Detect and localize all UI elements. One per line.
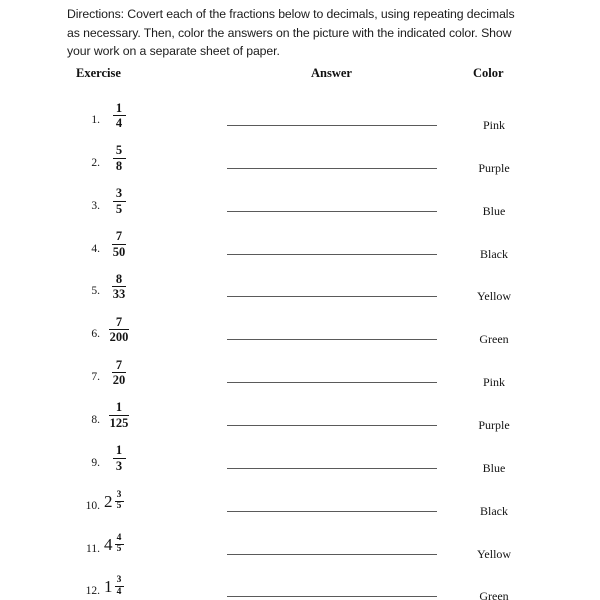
color-label: Blue bbox=[482, 203, 506, 218]
row-index-label: 10. bbox=[85, 499, 100, 512]
row-index-label: 2. bbox=[91, 156, 100, 169]
fraction-denominator: 50 bbox=[112, 244, 126, 259]
column-header-exercise: Exercise bbox=[76, 66, 121, 80]
color-label: Black bbox=[480, 246, 508, 261]
fraction-numerator: 1 bbox=[115, 400, 123, 415]
fraction bbox=[113, 187, 126, 215]
answer-blank-line[interactable] bbox=[227, 254, 437, 255]
fraction-numerator: 1 bbox=[115, 100, 123, 115]
fraction-numerator: 7 bbox=[115, 229, 123, 244]
row-index-label: 8. bbox=[91, 413, 100, 426]
fraction bbox=[115, 534, 124, 555]
table-row bbox=[0, 351, 600, 394]
row-index-label: 6. bbox=[91, 328, 100, 341]
table-row bbox=[0, 265, 600, 308]
fraction-numerator: 7 bbox=[115, 314, 123, 329]
table-row bbox=[0, 308, 600, 351]
row-index-label: 12. bbox=[85, 585, 100, 598]
fraction bbox=[115, 576, 124, 597]
table-row bbox=[0, 394, 600, 437]
fraction bbox=[112, 273, 127, 301]
answer-blank-line[interactable] bbox=[227, 382, 437, 383]
answer-blank-line[interactable] bbox=[227, 211, 437, 212]
exercise-expression bbox=[96, 265, 142, 308]
row-index-label: 7. bbox=[91, 371, 100, 384]
color-label: Purple bbox=[478, 160, 510, 175]
exercise-expression bbox=[104, 480, 214, 523]
row-index-label: 4. bbox=[91, 242, 100, 255]
exercise-expression bbox=[96, 223, 142, 266]
fraction-denominator: 33 bbox=[112, 287, 126, 302]
answer-blank-line[interactable] bbox=[227, 554, 437, 555]
table-row bbox=[0, 565, 600, 600]
fraction-denominator: 125 bbox=[109, 415, 129, 430]
row-index-label: 9. bbox=[91, 456, 100, 469]
table-row bbox=[0, 94, 600, 137]
exercise-expression bbox=[96, 308, 142, 351]
fraction-denominator: 20 bbox=[112, 373, 126, 388]
exercise-expression bbox=[104, 565, 214, 600]
fraction-denominator: 5 bbox=[115, 201, 123, 216]
color-label: Purple bbox=[478, 417, 510, 432]
exercise-expression bbox=[96, 94, 142, 137]
exercise-expression bbox=[96, 180, 142, 223]
fraction-numerator: 1 bbox=[115, 443, 123, 458]
whole-number: 2 bbox=[104, 491, 113, 511]
directions-text: Directions: Covert each of the fractions below to decimals, using repeating decimals as necessary. Then, color the answers on the picture with the indicated color. Show your work on a separate sheet of paper. bbox=[67, 7, 515, 58]
fraction-numerator: 3 bbox=[116, 575, 122, 586]
fraction-denominator: 5 bbox=[116, 544, 122, 554]
fraction-numerator: 3 bbox=[116, 489, 122, 500]
color-label: Pink bbox=[482, 375, 505, 390]
row-index-label: 5. bbox=[91, 285, 100, 298]
table-row bbox=[0, 137, 600, 180]
answer-blank-line[interactable] bbox=[227, 168, 437, 169]
answer-blank-line[interactable] bbox=[227, 339, 437, 340]
fraction bbox=[112, 359, 127, 387]
fraction-numerator: 7 bbox=[115, 357, 123, 372]
fraction-denominator: 200 bbox=[109, 330, 129, 345]
fraction-denominator: 5 bbox=[116, 501, 122, 512]
fraction-numerator: 4 bbox=[116, 532, 122, 543]
exercise-expression bbox=[96, 394, 142, 437]
exercise-expression bbox=[96, 351, 142, 394]
fraction bbox=[115, 491, 124, 512]
table-row bbox=[0, 523, 600, 566]
answer-blank-line[interactable] bbox=[227, 511, 437, 512]
table-row bbox=[0, 180, 600, 223]
whole-number: 1 bbox=[104, 577, 113, 597]
fraction-denominator: 3 bbox=[115, 458, 123, 473]
fraction-denominator: 8 bbox=[115, 158, 123, 173]
answer-blank-line[interactable] bbox=[227, 468, 437, 469]
table-row bbox=[0, 480, 600, 523]
table-row bbox=[0, 437, 600, 480]
fraction bbox=[112, 230, 127, 258]
fraction bbox=[113, 444, 126, 472]
answer-blank-line[interactable] bbox=[227, 125, 437, 126]
row-index-label: 11. bbox=[86, 542, 100, 555]
row-index-label: 1. bbox=[91, 114, 100, 126]
whole-number: 4 bbox=[104, 534, 113, 554]
answer-blank-line[interactable] bbox=[227, 425, 437, 426]
table-row bbox=[0, 223, 600, 266]
color-label: Green bbox=[479, 332, 509, 347]
column-header-answer: Answer bbox=[311, 66, 352, 80]
fraction-numerator: 3 bbox=[115, 186, 123, 201]
exercise-expression bbox=[104, 523, 214, 566]
fraction bbox=[113, 102, 126, 130]
fraction-numerator: 5 bbox=[115, 143, 123, 158]
answer-blank-line[interactable] bbox=[227, 296, 437, 297]
color-label: Blue bbox=[482, 460, 506, 475]
fraction bbox=[113, 144, 126, 172]
color-label: Pink bbox=[482, 118, 505, 132]
fraction-numerator: 8 bbox=[115, 271, 123, 286]
color-label: Yellow bbox=[476, 289, 512, 304]
column-header-color: Color bbox=[473, 66, 504, 80]
fraction-denominator: 4 bbox=[115, 116, 123, 130]
fraction bbox=[109, 401, 130, 429]
color-label: Yellow bbox=[476, 546, 512, 561]
fraction-denominator: 4 bbox=[116, 586, 122, 597]
fraction bbox=[109, 316, 130, 344]
exercise-expression bbox=[96, 137, 142, 180]
color-label: Green bbox=[479, 589, 509, 600]
color-label: Black bbox=[480, 503, 508, 518]
row-index-label: 3. bbox=[91, 199, 100, 212]
exercise-expression bbox=[96, 437, 142, 480]
answer-blank-line[interactable] bbox=[227, 596, 437, 597]
